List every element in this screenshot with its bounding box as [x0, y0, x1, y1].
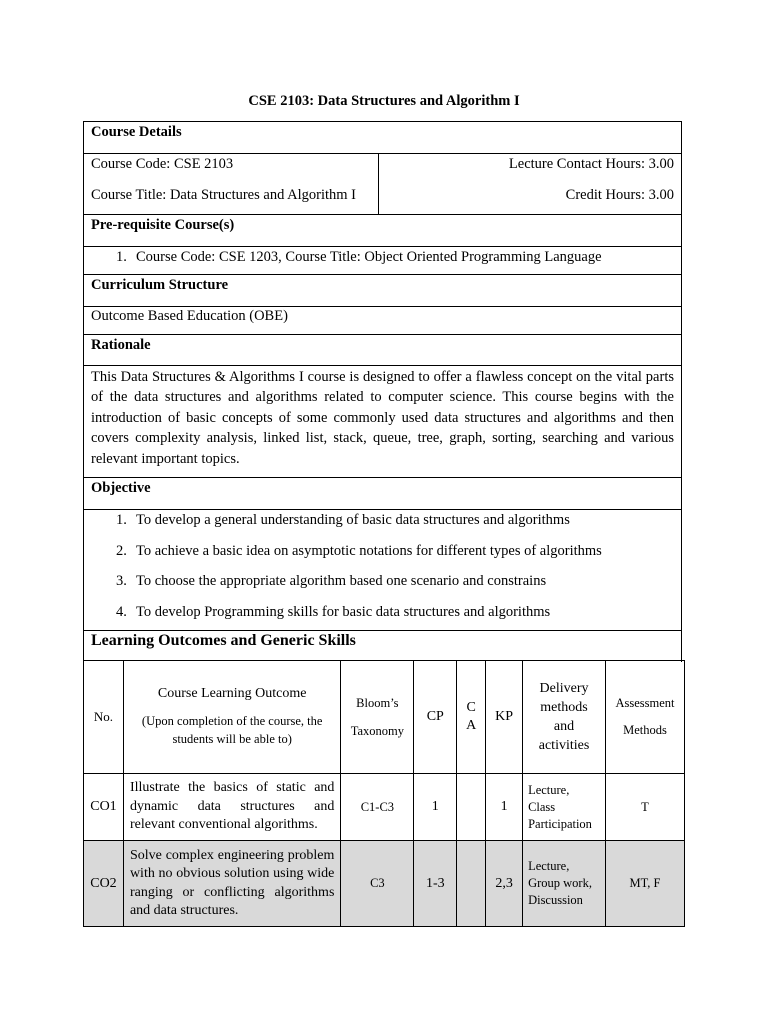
table-row — [84, 774, 685, 841]
co-cp: 1 — [414, 774, 457, 841]
co-assessment: T — [606, 774, 685, 841]
col-assessment: Assessment Methods — [606, 661, 685, 774]
co-ca — [457, 774, 486, 841]
col-cp: CP — [414, 661, 457, 774]
co-outcome: Illustrate the basics of static and dynamic data structures and relevant conventional algorithms. — [123, 774, 340, 841]
list-item: 4. To develop Programming skills for basic data structures and algorithms — [116, 603, 551, 620]
co-cp: 1-3 — [414, 841, 457, 927]
col-kp: KP — [486, 661, 523, 774]
rationale-header: Rationale — [84, 335, 681, 366]
course-details-header: Course Details — [84, 122, 681, 154]
contact-hours: Lecture Contact Hours: 3.00 — [508, 156, 674, 172]
col-outcome: Course Learning Outcome (Upon completion of the course, the students will be able to) — [123, 661, 340, 774]
co-assessment: MT, F — [606, 841, 685, 927]
course-details-row — [84, 154, 681, 215]
table-row — [84, 841, 685, 927]
learning-outcomes-table — [83, 660, 685, 927]
objective-header: Objective — [84, 478, 681, 510]
rationale-text: This Data Structures & Algorithms I course is designed to offer a flawless concept on the vital parts of the data structures and algorithms related to computer science. This course begins with the introduction of basic concepts of some commonly used data structures and algorithms and then covers complexity analysis, linked list, stack, queue, tree, graph, sorting, searching and various relevant important topics. — [84, 366, 681, 478]
course-details-left — [84, 154, 379, 214]
prerequisite-header: Pre-requisite Course(s) — [84, 215, 681, 247]
co-delivery: Lecture, Class Participation — [523, 774, 606, 841]
course-details-right — [379, 154, 681, 214]
table-header-row — [84, 661, 685, 774]
co-ca — [457, 841, 486, 927]
curriculum-header: Curriculum Structure — [84, 275, 681, 307]
col-bloom: Bloom’s Taxonomy — [341, 661, 414, 774]
co-outcome: Solve complex engineering problem with no obvious solution using wide ranging or conflicting algorithms and data structures. — [123, 841, 340, 927]
course-title: Course Title: Data Structures and Algorithm I — [91, 187, 357, 203]
list-item: 2. To achieve a basic idea on asymptotic notations for different types of algorithms — [116, 542, 602, 559]
co-delivery: Lecture, Group work, Discussion — [523, 841, 606, 927]
co-number: CO1 — [84, 774, 124, 841]
co-kp: 2,3 — [486, 841, 523, 927]
list-item: 3. To choose the appropriate algorithm based one scenario and constrains — [116, 573, 547, 589]
col-delivery: Delivery methods and activities — [523, 661, 606, 774]
co-kp: 1 — [486, 774, 523, 841]
co-number: CO2 — [84, 841, 124, 927]
objective-list — [84, 510, 681, 631]
co-bloom: C3 — [341, 841, 414, 927]
prerequisite-list — [84, 247, 681, 275]
course-code: Course Code: CSE 2103 — [91, 156, 234, 172]
credit-hours: Credit Hours: 3.00 — [565, 187, 674, 203]
col-no: No. — [84, 661, 124, 774]
curriculum-value: Outcome Based Education (OBE) — [84, 307, 681, 335]
document-title: CSE 2103: Data Structures and Algorithm I — [248, 93, 520, 109]
learning-outcomes-header: Learning Outcomes and Generic Skills — [91, 632, 356, 649]
col-ca: C A — [457, 661, 486, 774]
co-bloom: C1-C3 — [341, 774, 414, 841]
list-item: 1. To develop a general understanding of basic data structures and algorithms — [116, 512, 570, 528]
course-table — [83, 121, 682, 662]
list-item: 1. Course Code: CSE 1203, Course Title: Object Oriented Programming Language — [116, 249, 602, 265]
